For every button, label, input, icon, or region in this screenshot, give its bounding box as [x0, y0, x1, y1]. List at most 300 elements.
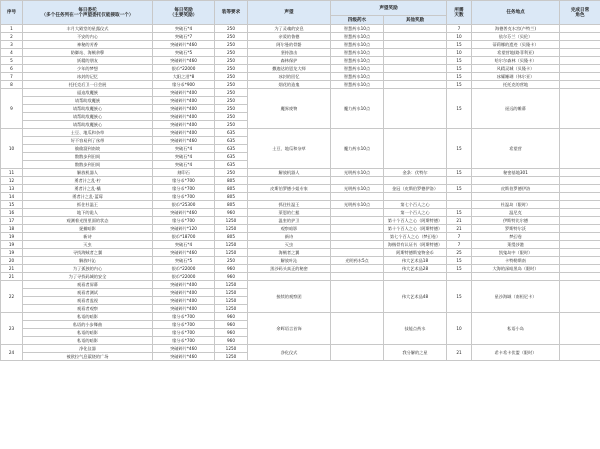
other: 第一个百人之心: [384, 209, 447, 217]
row-no: 20: [1, 257, 23, 265]
potion: 光明药水5点: [331, 257, 384, 265]
req: 250: [215, 89, 248, 97]
rep: [248, 177, 331, 185]
table-row: [1, 233, 600, 241]
table-row: [1, 217, 600, 225]
col-potion: 四级药水: [331, 16, 384, 25]
other: [384, 25, 447, 33]
rep: 观察暗影: [248, 225, 331, 233]
table-row: [1, 249, 600, 257]
other: [384, 129, 447, 169]
done-checkbox[interactable]: [560, 177, 600, 185]
row-no: 5: [1, 57, 23, 65]
req: 805: [215, 233, 248, 241]
days: [447, 273, 472, 281]
task-name: 少年的梦想: [23, 65, 153, 73]
table-row: [1, 73, 600, 81]
rep: 莱恩的仁慈: [248, 209, 331, 217]
table-row: [1, 57, 600, 65]
table-row: [1, 273, 600, 281]
reward: 突破碎片*460: [153, 57, 215, 65]
rep: 坚持游击: [248, 49, 331, 57]
table-row: [1, 257, 600, 265]
other: 第十个百人之心（阿斯特德）: [384, 217, 447, 225]
task-name: 请帮助敌魔族心: [23, 113, 153, 121]
done-checkbox[interactable]: [560, 129, 600, 169]
reward: 突破石*4: [153, 161, 215, 169]
days: 15: [447, 89, 472, 129]
row-no: 10: [1, 129, 23, 169]
rep: 黑沙码头真正的秘密: [248, 265, 331, 273]
rep: 抓住杜温王: [248, 201, 331, 209]
row-no: 6: [1, 65, 23, 73]
table-row: [1, 241, 600, 249]
reward: 突破石*4: [153, 241, 215, 249]
req: 250: [215, 49, 248, 57]
req: 960: [215, 329, 248, 337]
row-no: 19: [1, 249, 23, 257]
row-no: 23: [1, 313, 23, 345]
potion: [331, 177, 384, 185]
rep: 森林保护: [248, 57, 331, 65]
req: 635: [215, 137, 248, 145]
rep: 土豆、地瓜和杂草: [248, 129, 331, 169]
other: 伟大艺术品48: [384, 281, 447, 313]
done-checkbox[interactable]: [560, 313, 600, 345]
potion: [331, 241, 384, 249]
potion: 智慧药水10点: [331, 73, 384, 81]
task-name: 解放机器人: [23, 169, 153, 177]
reward: 突破碎片*460: [153, 353, 215, 361]
done-checkbox[interactable]: [560, 257, 600, 265]
req: 805: [215, 185, 248, 193]
req: 250: [215, 97, 248, 105]
location: 蒂莉娜的遗迹（贝隆卡）: [472, 41, 560, 49]
task-name: 请帮助敌魔族心: [23, 121, 153, 129]
reward: 突破碎片*120: [153, 225, 215, 233]
row-no: 1: [1, 25, 23, 33]
rep: 灭虫: [248, 241, 331, 249]
reward: 银币*18700: [153, 233, 215, 241]
reward: 突破碎片*460: [153, 345, 215, 353]
row-no: 8: [1, 81, 23, 89]
task-name: 私语的小步舞曲: [23, 321, 153, 329]
done-checkbox[interactable]: [560, 201, 600, 209]
row-no: 19: [1, 241, 23, 249]
other: [384, 81, 447, 89]
done-checkbox[interactable]: [560, 233, 600, 241]
reward: 突破碎片*400: [153, 113, 215, 121]
other: [384, 193, 447, 201]
task-name: 私语的暗影: [23, 313, 153, 321]
days: 21: [447, 345, 472, 361]
req: 250: [215, 257, 248, 265]
req: 1250: [215, 225, 248, 233]
potion: 智慧药水10点: [331, 57, 384, 65]
done-checkbox[interactable]: [560, 49, 600, 57]
location: 风精灵城（贝隆卡）: [472, 65, 560, 73]
reward: 刻印石: [153, 169, 215, 177]
task-name: 请帮助敌魔族心: [23, 105, 153, 113]
row-no: 22: [1, 281, 23, 313]
table-row: [1, 65, 600, 73]
reward: 缘分币*700: [153, 313, 215, 321]
reward: 大阳之泪*8: [153, 73, 215, 81]
other: 技能点药水: [384, 313, 447, 345]
other: 第七个百人之心: [384, 201, 447, 209]
location: 海德普克水宫(卢特兰): [472, 25, 560, 33]
location: 依尔芬兰（贝伦）: [472, 33, 560, 41]
other: [384, 177, 447, 185]
rep: 解放机器人: [248, 169, 331, 177]
task-name: 防御站、海贼余孽: [23, 49, 153, 57]
done-checkbox[interactable]: [560, 265, 600, 273]
rep: 阿尔曼的骨骼: [248, 41, 331, 49]
col-other: 其他奖励: [384, 16, 447, 25]
reward: 突破石*7: [153, 33, 215, 41]
potion: 智慧药水10点: [331, 25, 384, 33]
location: 星沙海域（南桓尼卡）: [472, 281, 560, 313]
done-checkbox[interactable]: [560, 281, 600, 313]
req: 1250: [215, 297, 248, 305]
table-row: [1, 185, 600, 193]
location: 希望营: [472, 129, 560, 169]
col-rep: 声望: [248, 1, 331, 25]
reward: 突破碎片*400: [153, 305, 215, 313]
potion: [331, 265, 384, 273]
rep: 亲爱的鲁德: [248, 33, 331, 41]
days: 15: [447, 281, 472, 313]
req: 635: [215, 145, 248, 153]
task-name: 被欧拉气息萦绕的广场: [23, 353, 153, 361]
table-row: [1, 129, 600, 137]
other: 我分解的之星: [384, 345, 447, 361]
days: 15: [447, 169, 472, 177]
col-done: 完成日常 角色: [560, 1, 600, 25]
row-no: 24: [1, 345, 23, 361]
table-row: [1, 193, 600, 201]
location: 私语小岛: [472, 313, 560, 345]
row-no: 21: [1, 265, 23, 273]
req: 250: [215, 65, 248, 73]
days: 7: [447, 233, 472, 241]
req: 250: [215, 41, 248, 49]
reward: 缘分币*700: [153, 329, 215, 337]
task-name: 丰月大殿堂的星露仪式: [23, 25, 153, 33]
task-name: 好不容易到了丝带: [23, 137, 153, 145]
task-name: 新诗: [23, 233, 153, 241]
location: 杜温岛（限时）: [472, 201, 560, 209]
rep: [248, 193, 331, 201]
task-name: 散散步到田间: [23, 161, 153, 169]
location: 秘密基地301: [472, 169, 560, 177]
done-checkbox[interactable]: [560, 241, 600, 249]
other: 第七个百人之心（梦幻卷）: [384, 233, 447, 241]
task-name: 勇者汁之乱·蓝莓: [23, 193, 153, 201]
req: 1250: [215, 305, 248, 313]
req: 250: [215, 169, 248, 177]
location: 大海的深暗黑岛（限时）: [472, 265, 560, 273]
reward: 缘分币*700: [153, 185, 215, 193]
other: 伟大艺术品28: [384, 265, 447, 273]
col-reward: 每日奖励 （主要奖励）: [153, 1, 215, 25]
reward: 缘分币*700: [153, 217, 215, 225]
task-name: 私语的暗影: [23, 329, 153, 337]
location: [472, 273, 560, 281]
req: 805: [215, 177, 248, 185]
task-name: 神秘的芳香: [23, 41, 153, 49]
done-checkbox[interactable]: [560, 81, 600, 89]
days: [447, 201, 472, 209]
req: 250: [215, 81, 248, 89]
req: 960: [215, 265, 248, 273]
days: 25: [447, 249, 472, 257]
rep: 余晖语言首饰: [248, 313, 331, 345]
other: [384, 65, 447, 73]
potion: [331, 225, 384, 233]
table-row: [1, 89, 600, 97]
task-name: 为了寻找码城的安全: [23, 273, 153, 281]
reward: 突破碎片*400: [153, 289, 215, 297]
reward: 突破碎片*400: [153, 297, 215, 305]
row-no: 18: [1, 225, 23, 233]
days: [447, 177, 472, 185]
task-name: 地下的诡人: [23, 209, 153, 217]
req: 1250: [215, 217, 248, 225]
location: 遥远的帷幕: [472, 89, 560, 129]
req: 960: [215, 273, 248, 281]
location: 温尼克: [472, 209, 560, 217]
req: 960: [215, 321, 248, 329]
days: 15: [447, 257, 472, 265]
days: 15: [447, 265, 472, 273]
other: [384, 73, 447, 81]
rep: 烟花的造鬼: [248, 81, 331, 89]
req: 250: [215, 57, 248, 65]
days: 7: [447, 25, 472, 33]
location: 哈尔尔森林（贝隆卡）: [472, 57, 560, 65]
done-checkbox[interactable]: [560, 41, 600, 49]
done-checkbox[interactable]: [560, 217, 600, 225]
req: 960: [215, 313, 248, 321]
days: 15: [447, 209, 472, 217]
reward: 银币*25300: [153, 201, 215, 209]
req: 250: [215, 113, 248, 121]
reward: 缘分币*700: [153, 193, 215, 201]
row-no: 13: [1, 185, 23, 193]
req: 635: [215, 161, 248, 169]
potion: [331, 281, 384, 313]
table-row: [1, 313, 600, 321]
reward: 突破碎片*400: [153, 129, 215, 137]
col-loc: 任务地点: [472, 1, 560, 25]
task-name: 观看者测试: [23, 289, 153, 297]
task-name: 请帮助敌魔族: [23, 97, 153, 105]
reward: 缘分币*700: [153, 321, 215, 329]
reward: 突破碎片*460: [153, 41, 215, 49]
potion: [331, 217, 384, 225]
row-no: 16: [1, 209, 23, 217]
potion: [331, 209, 384, 217]
rep: 冰封的回忆: [248, 73, 331, 81]
task-name: 冰封的记忆: [23, 73, 153, 81]
done-checkbox[interactable]: [560, 225, 600, 233]
table-row: [1, 225, 600, 233]
col-days: 所需 天数: [447, 1, 472, 25]
reward: 突破碎片*400: [153, 105, 215, 113]
req: 1250: [215, 353, 248, 361]
task-name: 观看者监视: [23, 297, 153, 305]
table-row: [1, 281, 600, 289]
done-checkbox[interactable]: [560, 345, 600, 361]
location: 卡特勒斯南: [472, 257, 560, 265]
rep: 温室的护卫: [248, 217, 331, 225]
potion: [331, 249, 384, 257]
row-no: 12: [1, 177, 23, 185]
rep: 海贼者之翼: [248, 249, 331, 257]
days: 15: [447, 81, 472, 89]
reward: 突破碎片*400: [153, 89, 215, 97]
reward: 突破石*5: [153, 257, 215, 265]
other: 伟大艺术品18: [384, 257, 447, 265]
done-checkbox[interactable]: [560, 209, 600, 217]
other: [384, 57, 447, 65]
col-rep-reward: 声望奖励: [331, 1, 447, 16]
reward: 突破碎片*460: [153, 137, 215, 145]
req: 250: [215, 73, 248, 81]
row-no: 21: [1, 273, 23, 281]
done-checkbox[interactable]: [560, 73, 600, 81]
rep: 解放叶沁: [248, 257, 331, 265]
other: [384, 41, 447, 49]
rep: 撒迦达的恩龙大师: [248, 65, 331, 73]
row-no: 9: [1, 89, 23, 129]
req: 1250: [215, 289, 248, 297]
location: 伊斯特比尔德: [472, 217, 560, 225]
done-checkbox[interactable]: [560, 57, 600, 65]
task-name: 不安的内心: [23, 33, 153, 41]
row-no: 19: [1, 233, 23, 241]
potion: [331, 345, 384, 361]
potion: 智慧药水10点: [331, 65, 384, 73]
days: 21: [447, 225, 472, 233]
potion: 智慧药水10点: [331, 49, 384, 57]
row-no: 14: [1, 193, 23, 201]
done-checkbox[interactable]: [560, 273, 600, 281]
table-row: [1, 33, 600, 41]
done-checkbox[interactable]: [560, 185, 600, 193]
other: [384, 273, 447, 281]
potion: 魔力药水10点: [331, 89, 384, 129]
table-row: [1, 201, 600, 209]
req: 250: [215, 105, 248, 113]
table-row: [1, 49, 600, 57]
done-checkbox[interactable]: [560, 89, 600, 129]
req: 250: [215, 33, 248, 41]
days: 15: [447, 185, 472, 193]
req: 250: [215, 121, 248, 129]
row-no: 2: [1, 33, 23, 41]
location: 凯鬼岛中（限时）: [472, 249, 560, 257]
reward: 突破石*4: [153, 25, 215, 33]
reward: 突破碎片*460: [153, 249, 215, 257]
row-no: 17: [1, 217, 23, 225]
reward: 突破石*4: [153, 153, 215, 161]
reward: 突破碎片*400: [153, 97, 215, 105]
rep: 新诗: [248, 233, 331, 241]
table-row: [1, 81, 600, 89]
task-name: 妖精的朋友: [23, 57, 153, 65]
reward: 缘分币*700: [153, 337, 215, 345]
location: 皮斯伯罗德伊洛: [472, 185, 560, 193]
req: 805: [215, 201, 248, 209]
task-name: 净化仪器: [23, 345, 153, 353]
req: 1250: [215, 345, 248, 353]
other: 阿斯特德斯宠物金币: [384, 249, 447, 257]
location: [472, 193, 560, 201]
task-name: 勇者汁之乱·橘: [23, 185, 153, 193]
potion: [331, 273, 384, 281]
rep: 皮斯伯罗德小姐专家: [248, 185, 331, 193]
location: 梦幻卷: [472, 233, 560, 241]
reward: 突破碎片*400: [153, 281, 215, 289]
req: 1250: [215, 241, 248, 249]
other: 金条：伏特尔: [384, 169, 447, 177]
task-name: 灭虫: [23, 241, 153, 249]
task-name: 偷偷溜到南坡: [23, 145, 153, 153]
days: 15: [447, 41, 472, 49]
done-checkbox[interactable]: [560, 193, 600, 201]
other: [384, 89, 447, 129]
done-checkbox[interactable]: [560, 25, 600, 33]
reward: 银币*22000: [153, 273, 215, 281]
done-checkbox[interactable]: [560, 65, 600, 73]
task-name: 抓住杜温王: [23, 201, 153, 209]
task-name: 为了孤独的内心: [23, 265, 153, 273]
potion: 光明药水10点: [331, 169, 384, 177]
days: 10: [447, 49, 472, 57]
reward: 缘分币*700: [153, 177, 215, 185]
days: 10: [447, 313, 472, 345]
days: [447, 193, 472, 201]
task-name: 寻找海贼者之翼: [23, 249, 153, 257]
rep: [248, 273, 331, 281]
done-checkbox[interactable]: [560, 249, 600, 257]
location: 罗斯特尔沃: [472, 225, 560, 233]
potion: [331, 193, 384, 201]
potion: 光明药水10点: [331, 201, 384, 209]
potion: 智慧药水10点: [331, 41, 384, 49]
reward: 突破碎片*460: [153, 209, 215, 217]
location: 希卡希卡伏盟（限时）: [472, 345, 560, 361]
req: 250: [215, 25, 248, 33]
done-checkbox[interactable]: [560, 33, 600, 41]
done-checkbox[interactable]: [560, 169, 600, 177]
table-row: [1, 209, 600, 217]
location: 托托克的营地: [472, 81, 560, 89]
potion: 智慧药水10点: [331, 81, 384, 89]
potion: [331, 313, 384, 345]
reward: 突破碎片*400: [153, 121, 215, 129]
task-name: 土豆、地瓜和杂草: [23, 129, 153, 137]
task-name: 捉捕暗影: [23, 225, 153, 233]
days: 21: [447, 217, 472, 225]
potion: 魔力药水10点: [331, 129, 384, 169]
table-row: [1, 41, 600, 49]
req: 960: [215, 337, 248, 345]
row-no: 11: [1, 169, 23, 177]
task-name: 观测着光图里面的状态: [23, 217, 153, 225]
